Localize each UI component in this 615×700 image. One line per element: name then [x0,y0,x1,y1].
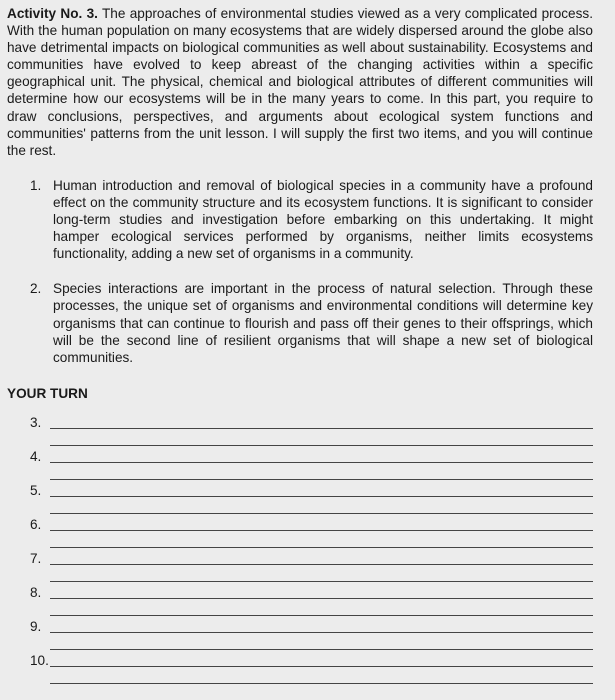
answer-number: 3. [30,414,42,430]
answer-line[interactable] [50,615,593,616]
answer-number: 4. [30,448,42,464]
answer-line[interactable] [50,479,593,480]
answer-number: 7. [30,550,42,566]
answer-line[interactable] [50,428,593,429]
example-text: Human introduction and removal of biological species in a community have a profound effect on the community structure and its ecosystem functions. It is significant to consider long-term studies and investigation before embarking on this undertaking. It might hamper ecological services performed by organisms, neither limits ecosystems functionality, adding a new set of organisms in a community. [53,177,593,262]
answer-number: 10. [30,652,49,668]
example-item [7,280,593,365]
answer-number: 5. [30,482,42,498]
activity-label: Activity No. 3. [7,6,98,21]
answer-item[interactable] [7,516,593,550]
answer-item[interactable] [7,448,593,482]
answer-line[interactable] [50,666,593,667]
answer-item[interactable] [7,550,593,584]
answer-list [7,414,593,686]
answer-number: 6. [30,516,42,532]
answer-item[interactable] [7,482,593,516]
answer-line[interactable] [50,581,593,582]
answer-line[interactable] [50,649,593,650]
answer-number: 9. [30,618,42,634]
activity-intro [7,5,593,159]
example-text: Species interactions are important in the process of natural selection. Through these processes, the unique set of organisms and environmental conditions will determine key organisms that can continue to flourish and pass off their genes to their offsprings, which will be the second line of resilient organisms that will shape a new set of biological communities. [53,281,593,365]
answer-line[interactable] [50,445,593,446]
answer-item[interactable] [7,584,593,618]
activity-intro-text: The approaches of environmental studies viewed as a very complicated process. With the human population on many ecosystems that are widely dispersed around the globe also have detrimental impacts on biological communities as well about sustainability. Ecosystems and communities have evolved to keep abreast of the changing activities within a specific geographical unit. The physical, chemical and biological attributes of different communities will determine how our ecosystems will be in the many years to come. In this part, you require to draw conclusions, perspectives, and arguments about ecological system functions and communities' patterns from the unit lesson. I will supply the first two items, and you will continue the rest. [7,6,593,158]
answer-line[interactable] [50,496,593,497]
answer-line[interactable] [50,598,593,599]
answer-item[interactable] [7,618,593,652]
answer-line[interactable] [50,683,593,684]
answer-item[interactable] [7,652,593,686]
answer-line[interactable] [50,564,593,565]
answer-line[interactable] [50,547,593,548]
answer-line[interactable] [50,513,593,514]
answer-line[interactable] [50,632,593,633]
example-number: 2. [30,281,42,297]
answer-number: 8. [30,584,42,600]
example-item [7,177,593,262]
answer-line[interactable] [50,462,593,463]
example-number: 1. [30,177,42,193]
answer-item[interactable] [7,414,593,448]
example-list [7,177,593,366]
answer-line[interactable] [50,530,593,531]
your-turn-heading: YOUR TURN [7,385,88,401]
